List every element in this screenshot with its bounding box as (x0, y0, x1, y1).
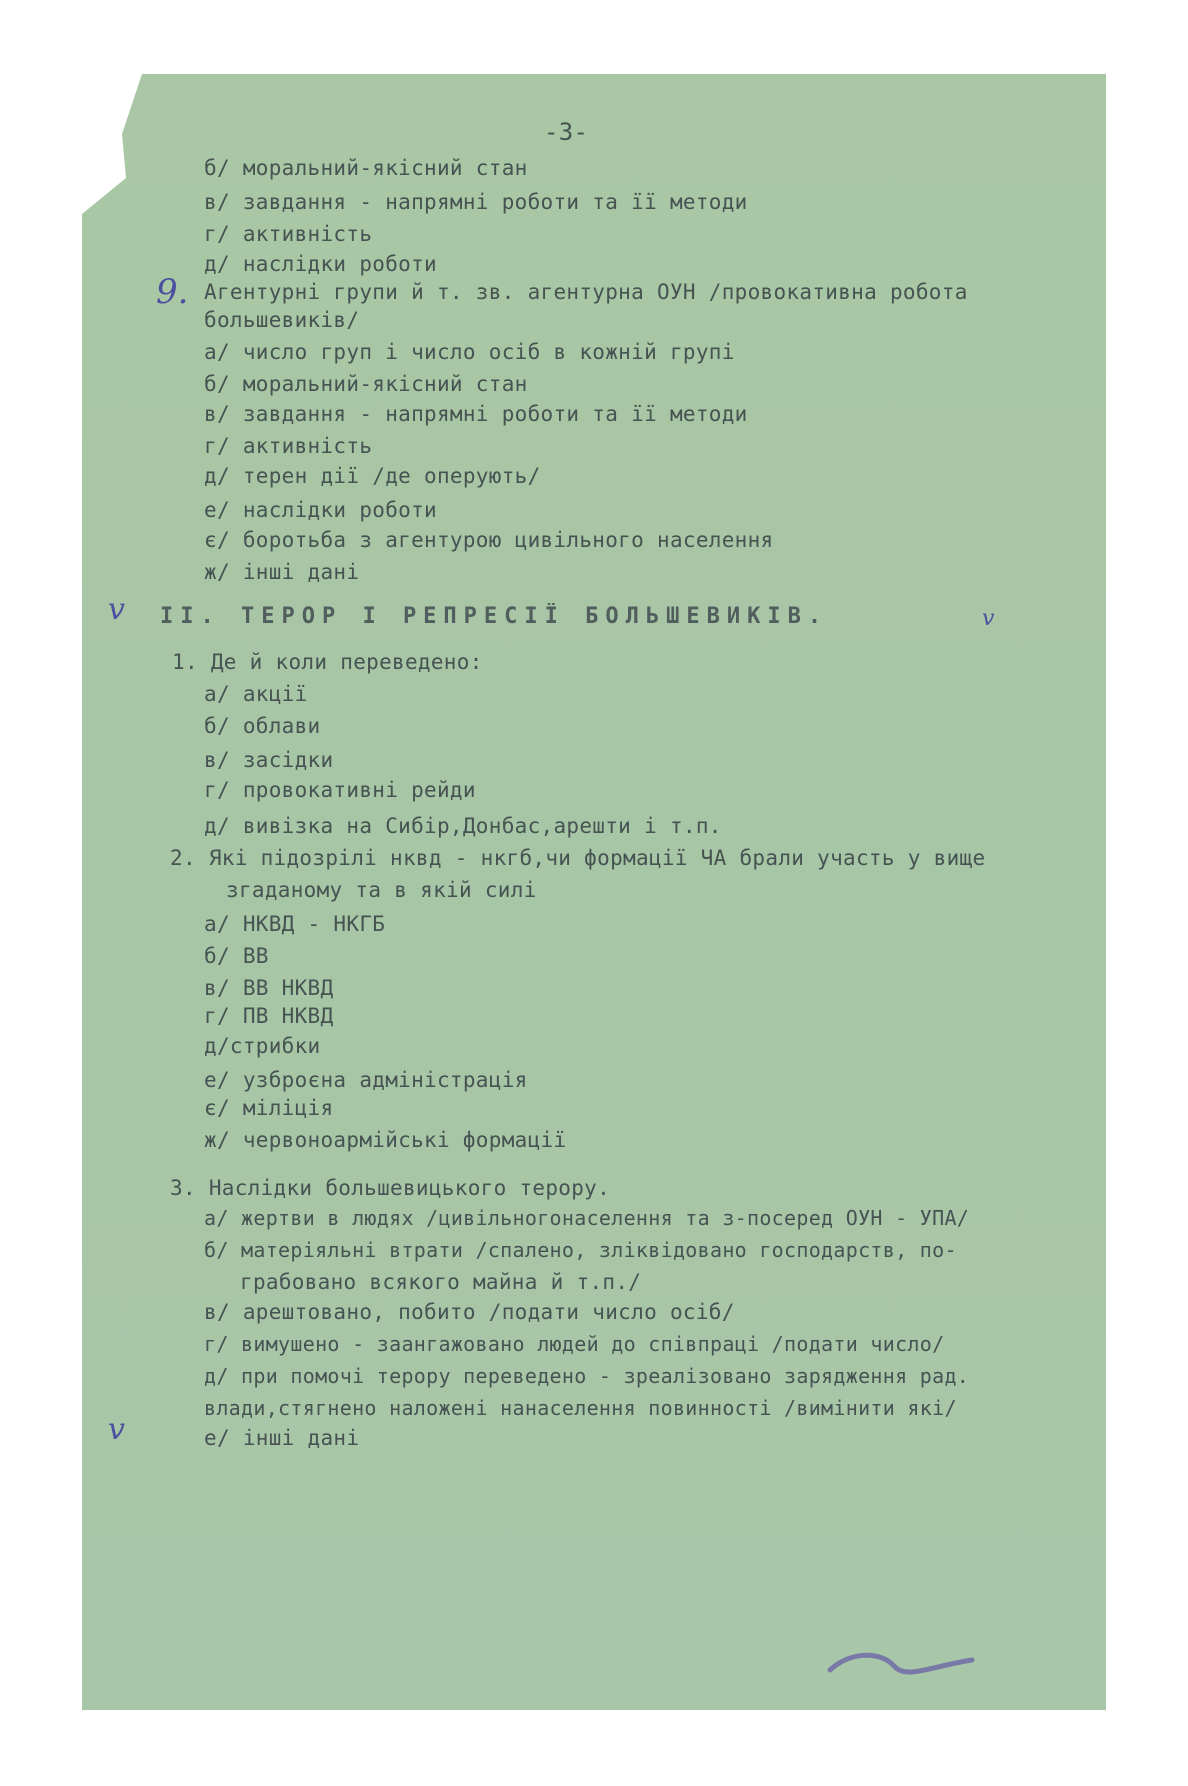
doc-line-34: грабовано всякого майна й т.п./ (240, 1270, 642, 1294)
doc-line-31: 3. Наслідки большевицького терору. (170, 1176, 611, 1200)
doc-line-18: в/ засідки (204, 748, 334, 772)
doc-line-12: е/ наслідки роботи (204, 498, 437, 522)
doc-line-6: большевиків/ (204, 308, 360, 332)
doc-line-1: б/ моральний-якісний стан (204, 156, 528, 180)
doc-line-36: г/ вимушено - заангажовано людей до співпраці /подати число/ (204, 1332, 945, 1356)
handwritten-item-number: 9. (156, 272, 189, 312)
doc-line-3: г/ активність (204, 222, 373, 246)
ink-signature-mark (822, 1640, 982, 1690)
doc-line-4: д/ наслідки роботи (204, 252, 437, 276)
doc-line-14: ж/ інші дані (204, 560, 360, 584)
doc-line-7: а/ число груп і число осіб в кожній групі (204, 340, 735, 364)
doc-line-24: б/ ВВ (204, 944, 269, 968)
doc-line-39: е/ інші дані (204, 1426, 360, 1450)
handwritten-check-mark: v (108, 592, 125, 627)
doc-line-37: д/ при помочі терору переведено - зреалізовано зарядження рад. (204, 1364, 970, 1388)
doc-line-11: д/ терен дії /де оперують/ (204, 464, 541, 488)
doc-line-8: б/ моральний-якісний стан (204, 372, 528, 396)
section-heading: II. ТЕРОР І РЕПРЕСІЇ БОЛЬШЕВИКІВ. (160, 604, 829, 629)
doc-line-35: в/ арештовано, побито /подати число осіб/ (204, 1300, 735, 1324)
doc-line-23: а/ НКВД - НКГБ (204, 912, 386, 936)
doc-line-32: а/ жертви в людях /цивільногонаселення та з-посеред ОУН - УПА/ (204, 1206, 970, 1230)
doc-line-28: е/ узброєна адміністрація (204, 1068, 528, 1092)
doc-line-9: в/ завдання - напрямні роботи та її методи (204, 402, 748, 426)
doc-line-2: в/ завдання - напрямні роботи та її методи (204, 190, 748, 214)
doc-line-15: 1. Де й коли переведено: (172, 650, 483, 674)
doc-line-25: в/ ВВ НКВД (204, 976, 334, 1000)
doc-line-16: а/ акції (204, 682, 308, 706)
doc-line-20: д/ вивізка на Сибір,Донбас,арешти і т.п. (204, 814, 722, 838)
doc-line-22: згаданому та в якій силі (226, 878, 537, 902)
doc-line-21: 2. Які підозрілі нквд - нкгб,чи формації ЧА брали участь у вище (170, 846, 986, 870)
doc-line-17: б/ облави (204, 714, 321, 738)
page-number: -3- (544, 118, 589, 146)
handwritten-check-mark-2: v (108, 1412, 125, 1447)
doc-line-29: є/ міліція (204, 1096, 334, 1120)
doc-line-13: є/ боротьба з агентурою цивільного населення (204, 528, 774, 552)
doc-line-30: ж/ червоноармійські формації (204, 1128, 567, 1152)
doc-line-33: б/ матеріяльні втрати /спалено, зліквідовано господарств, по- (204, 1238, 957, 1262)
doc-line-5: Агентурні групи й т. зв. агентурна ОУН /провокативна робота (204, 280, 968, 304)
doc-line-10: г/ активність (204, 434, 373, 458)
doc-line-19: г/ провокативні рейди (204, 778, 476, 802)
handwritten-margin-mark: v (982, 606, 995, 631)
doc-line-26: г/ ПВ НКВД (204, 1004, 334, 1028)
doc-line-27: д/стрибки (204, 1034, 321, 1058)
doc-line-38: влади,стягнено наложені нанаселення повинності /вимінити які/ (204, 1396, 957, 1420)
